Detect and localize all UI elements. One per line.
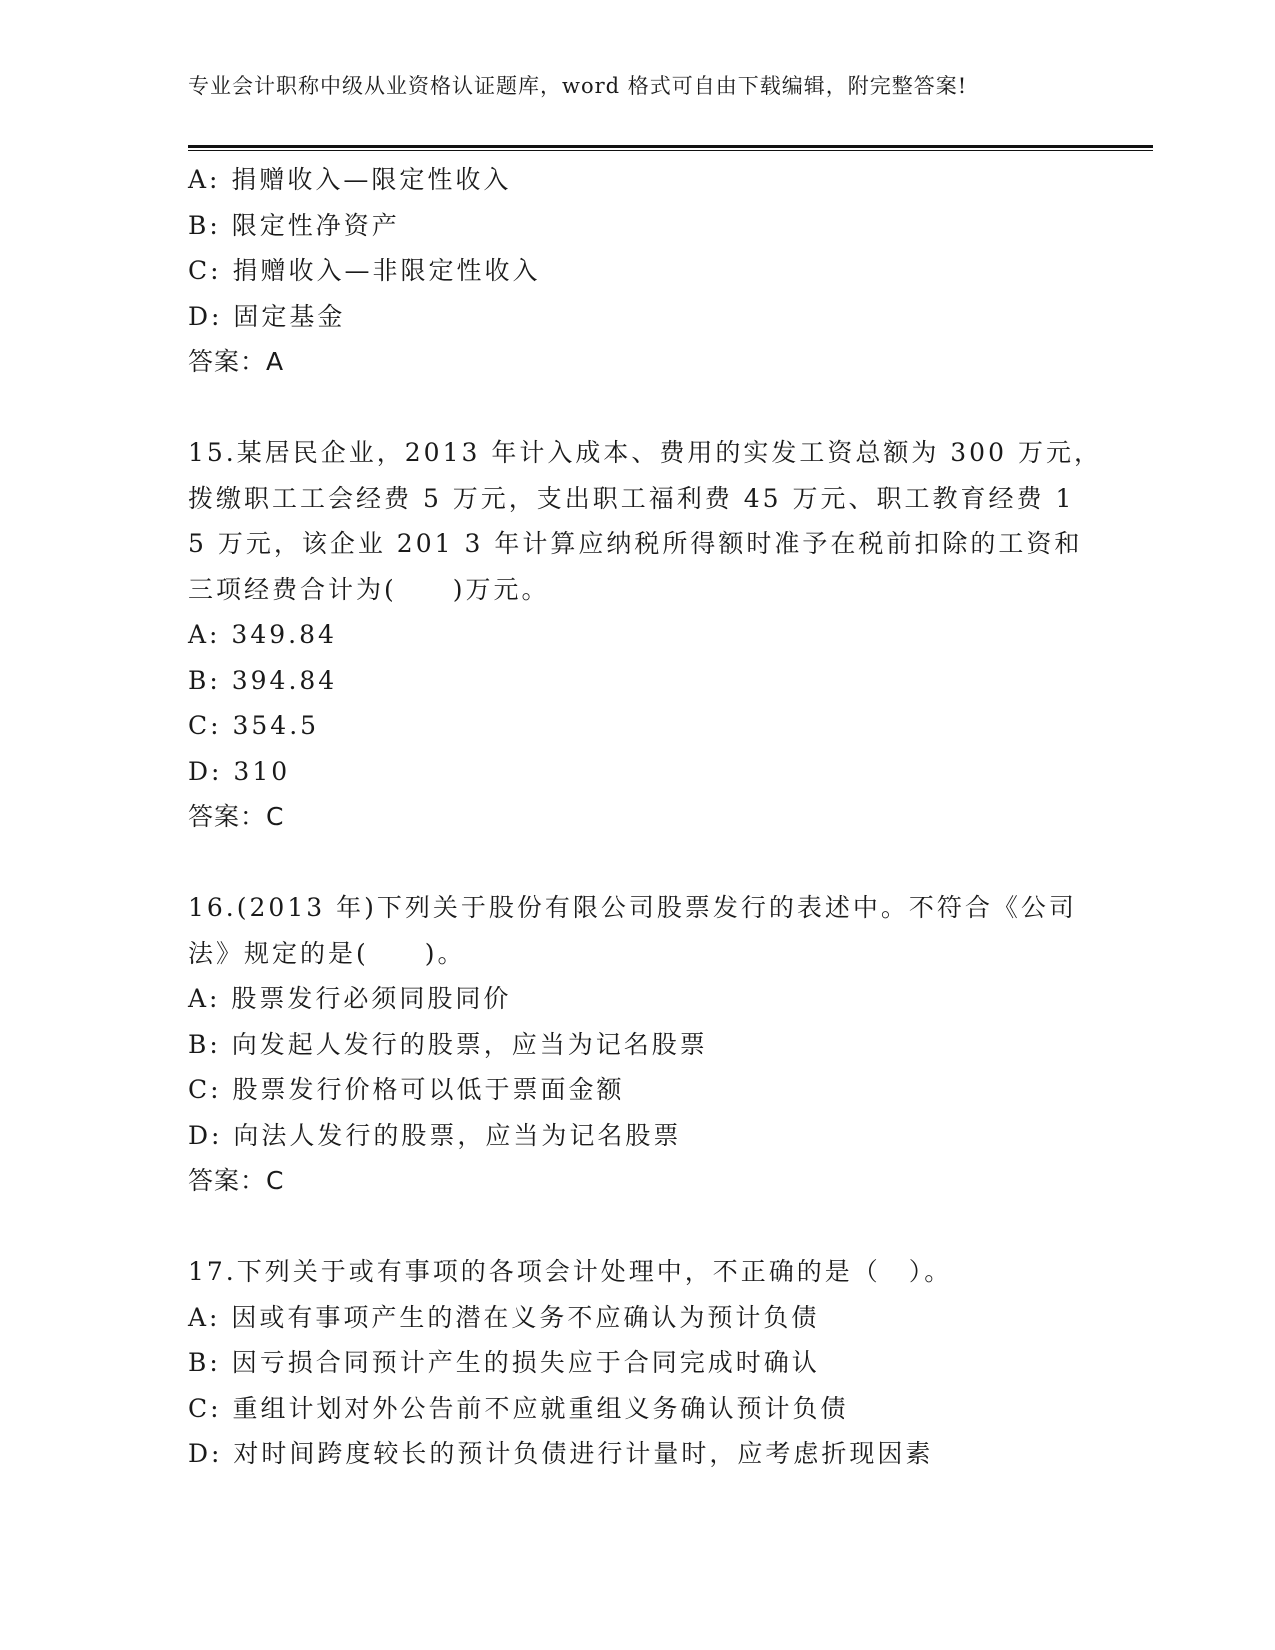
stem-line: 16.(2013 年)下列关于股份有限公司股票发行的表述中。不符合《公司 — [188, 893, 1077, 922]
option-a: A: 因或有事项产生的潜在义务不应确认为预计负债 — [188, 1302, 820, 1332]
page-header: 专业会计职称中级从业资格认证题库，word 格式可自由下载编辑，附完整答案! — [188, 74, 968, 98]
option-d: D: 310 — [188, 756, 291, 786]
option-c: C: 捐赠收入—非限定性收入 — [188, 256, 541, 285]
option-a: A: 股票发行必须同股同价 — [188, 984, 512, 1013]
question-stem — [188, 885, 1088, 976]
option-c: C: 354.5 — [188, 711, 320, 740]
stem-line: 17.下列关于或有事项的各项会计处理中，不正确的是（ ）。 — [188, 1257, 953, 1286]
option-a: A: 捐赠收入—限定性收入 — [188, 165, 512, 194]
question-16 — [188, 885, 1088, 1204]
option-a: A: 349.84 — [188, 620, 337, 649]
question-17 — [188, 1249, 1088, 1477]
stem-line: 三项经费合计为( )万元。 — [188, 574, 550, 604]
answer: 答案：A — [188, 347, 285, 376]
header-divider-thin — [188, 150, 1153, 151]
option-d: D: 对时间跨度较长的预计负债进行计量时，应考虑折现因素 — [188, 1439, 934, 1468]
option-c: C: 重组计划对外公告前不应就重组义务确认预计负债 — [188, 1393, 849, 1423]
option-b: B: 限定性净资产 — [188, 210, 400, 240]
option-d: D: 固定基金 — [188, 301, 346, 331]
header-divider-thick — [188, 145, 1153, 148]
stem-line: 法》规定的是( )。 — [188, 938, 466, 968]
stem-line: 15.某居民企业，2013 年计入成本、费用的实发工资总额为 300 万元， — [188, 438, 1102, 467]
stem-line: 5 万元，该企业 201 3 年计算应纳税所得额时准予在税前扣除的工资和 — [188, 529, 1083, 558]
option-b: B: 394.84 — [188, 665, 338, 695]
option-b: B: 因亏损合同预计产生的损失应于合同完成时确认 — [188, 1348, 820, 1377]
stem-line: 拨缴职工工会经费 5 万元，支出职工福利费 45 万元、职工教育经费 1 — [188, 483, 1075, 513]
question-14-tail — [188, 157, 1088, 385]
option-b: B: 向发起人发行的股票，应当为记名股票 — [188, 1029, 708, 1059]
answer: 答案：C — [188, 1166, 285, 1195]
answer: 答案：C — [188, 802, 285, 831]
question-stem — [188, 1249, 1088, 1295]
question-content — [188, 157, 1102, 1477]
question-stem — [188, 430, 1102, 612]
option-c: C: 股票发行价格可以低于票面金额 — [188, 1075, 625, 1104]
question-15 — [188, 430, 1102, 840]
option-d: D: 向法人发行的股票，应当为记名股票 — [188, 1120, 682, 1150]
